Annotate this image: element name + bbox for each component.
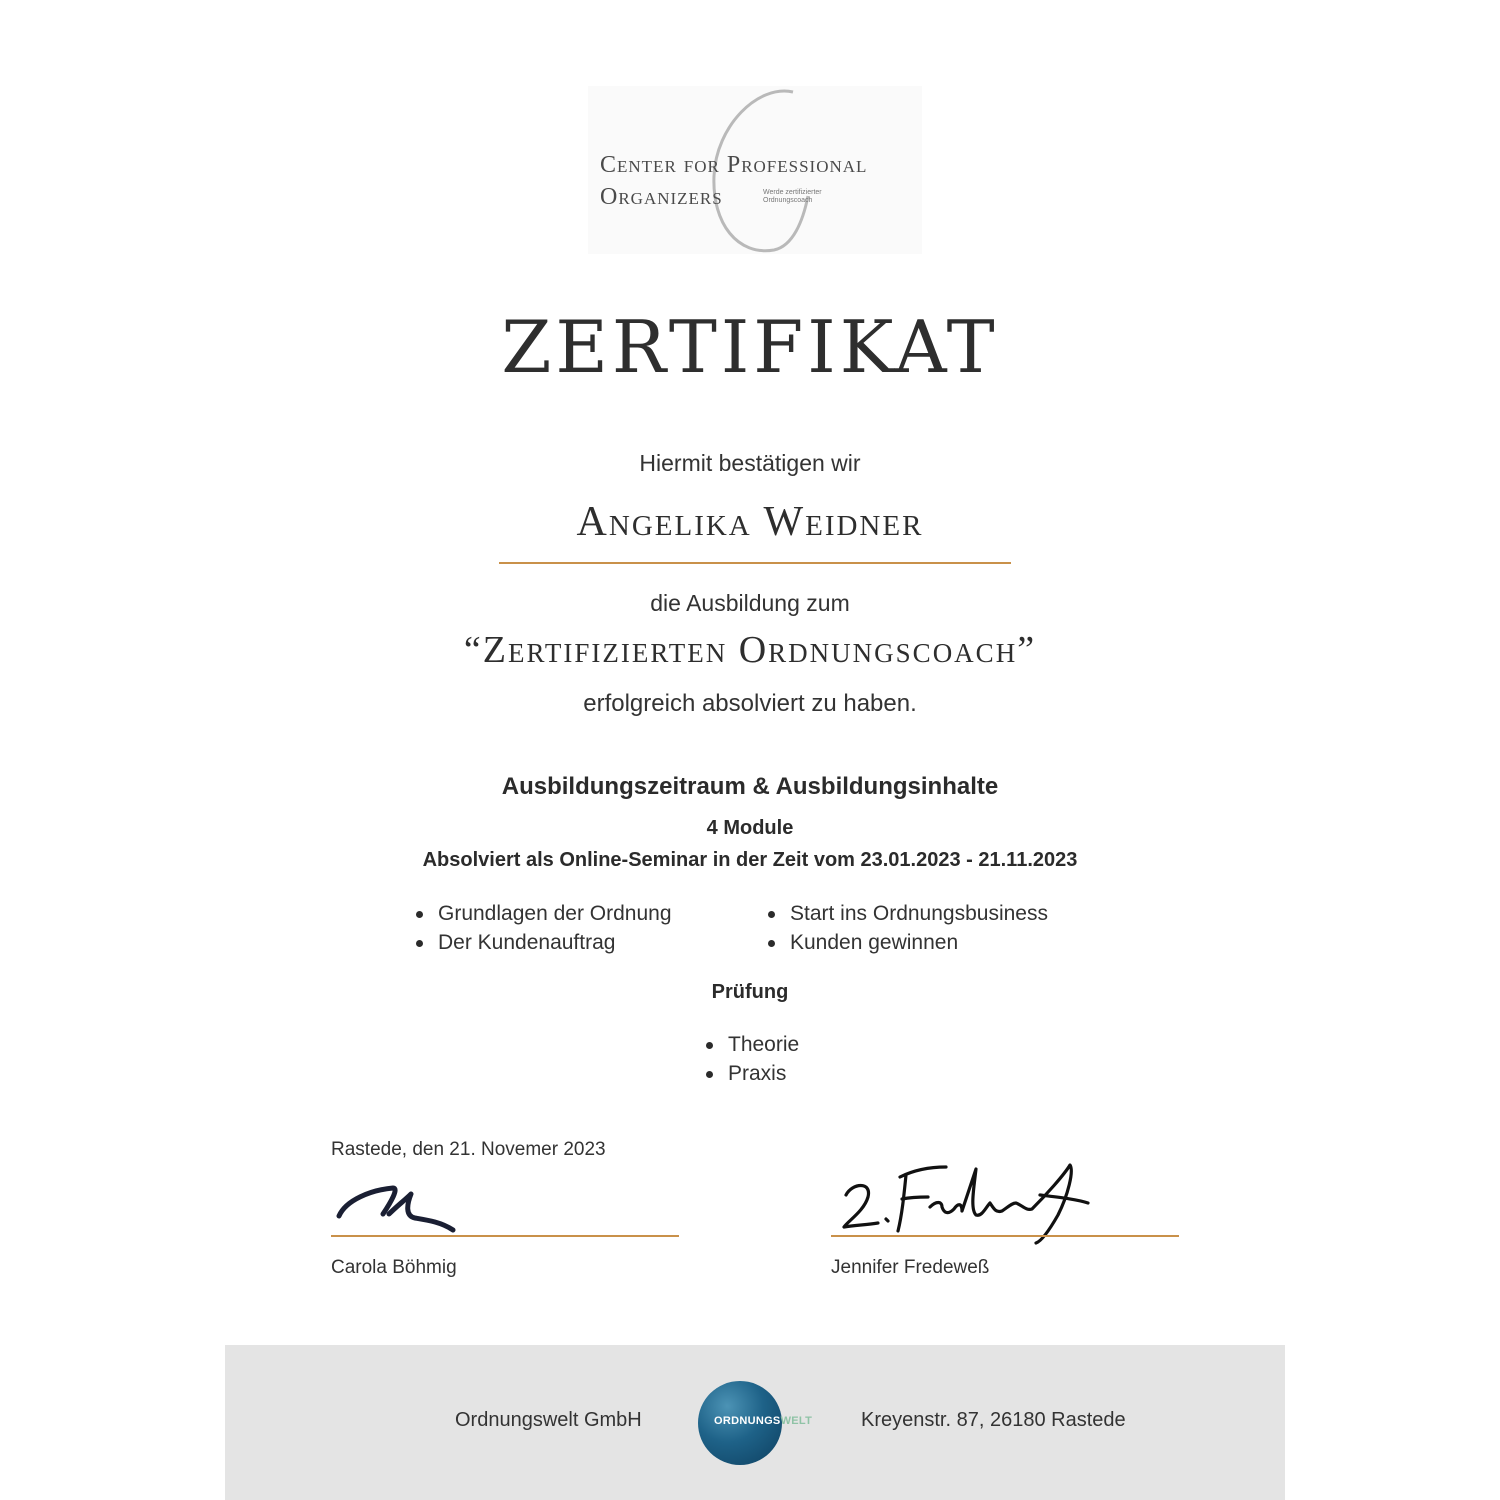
exam-list [704, 1030, 799, 1088]
signature-left [331, 1178, 461, 1236]
cpo-logo [588, 86, 922, 254]
signature-line-right [831, 1235, 1179, 1237]
module-list-left [414, 899, 672, 957]
list-item: Kunden gewinnen [766, 928, 1048, 957]
list-item: Grundlagen der Ordnung [414, 899, 672, 928]
success-text: erfolgreich absolviert zu haben. [583, 690, 917, 717]
course-title: “Zertifizierten Ordnungscoach” [463, 629, 1037, 671]
list-item: Theorie [704, 1030, 799, 1059]
signer-name-left: Carola Böhmig [331, 1257, 457, 1278]
content-heading: Ausbildungszeitraum & Ausbildungsinhalte [501, 773, 999, 800]
logo-tagline: Werde zertifizierter Ordnungscoach [763, 189, 822, 204]
logo-line2: Organizers [600, 184, 723, 210]
footer-address: Kreyenstr. 87, 26180 Rastede [861, 1409, 1126, 1431]
signature-line-left [331, 1235, 679, 1237]
footer [225, 1345, 1285, 1500]
intro-text: Hiermit bestätigen wir [639, 450, 861, 476]
training-period: Absolviert als Online-Seminar in der Zeit vom 23.01.2023 - 21.11.2023 [422, 849, 1078, 871]
recipient-name: Angelika Weidner [576, 499, 924, 545]
footer-company: Ordnungswelt GmbH [455, 1409, 642, 1431]
logo-text-part2: WELT [780, 1415, 813, 1427]
list-item: Start ins Ordnungsbusiness [766, 899, 1048, 928]
modules-count: 4 Module [706, 817, 794, 839]
list-item: Der Kundenauftrag [414, 928, 672, 957]
footer-logo-text [714, 1415, 812, 1427]
certificate-title: ZERTIFIKAT [501, 305, 999, 389]
training-prefix: die Ausbildung zum [650, 590, 850, 616]
place-date: Rastede, den 21. Novemer 2023 [331, 1139, 606, 1160]
signature-right [836, 1155, 1101, 1247]
module-list-right [766, 899, 1048, 957]
logo-text-part1: ORDNUNGS [714, 1415, 781, 1427]
list-item: Praxis [704, 1059, 799, 1088]
logo-line1: Center for Professional [600, 152, 868, 178]
signer-name-right: Jennifer Fredeweß [831, 1257, 990, 1278]
name-underline [499, 562, 1011, 564]
exam-heading: Prüfung [711, 981, 789, 1003]
